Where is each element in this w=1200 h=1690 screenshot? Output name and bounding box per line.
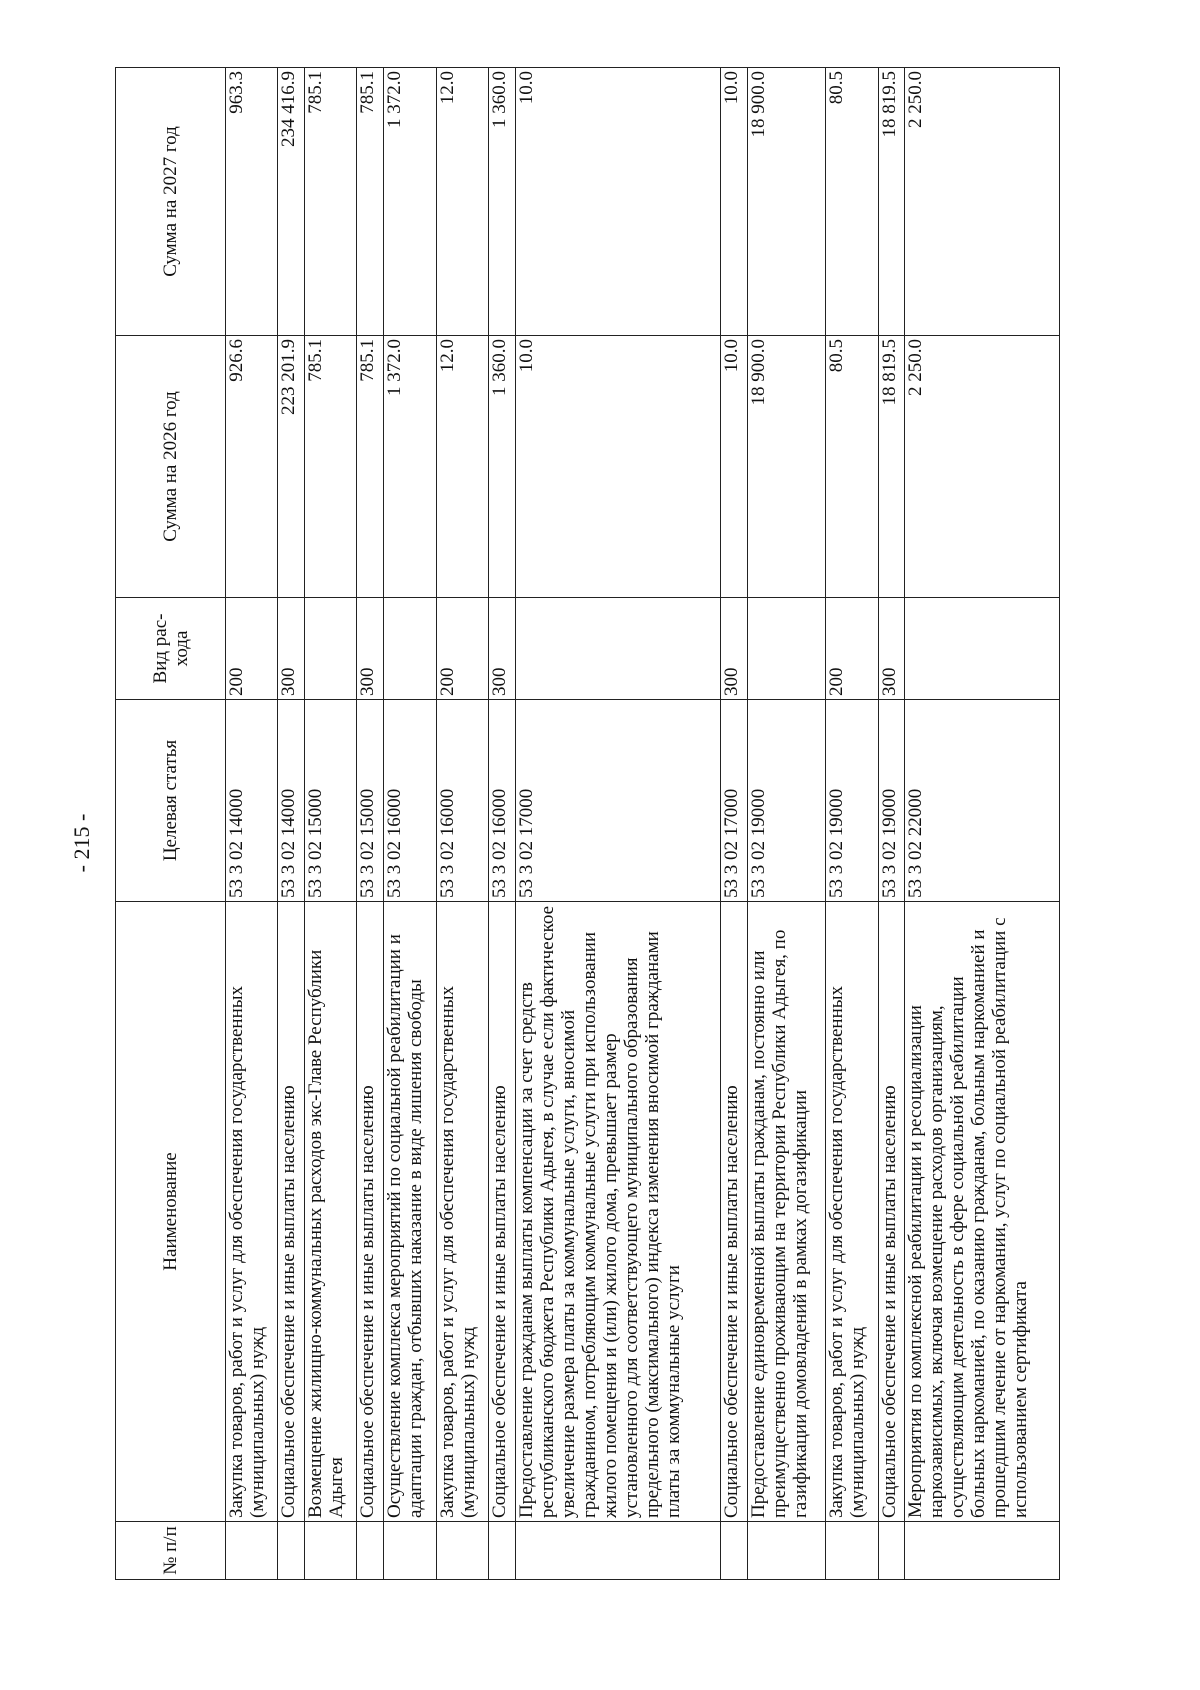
row-sum-2026: 223 201.9 bbox=[278, 336, 305, 598]
row-sum-2027: 1 372.0 bbox=[384, 68, 436, 336]
row-sum-2026: 926.6 bbox=[226, 336, 278, 598]
row-sum-2026: 1 360.0 bbox=[488, 336, 515, 598]
row-name: Социальное обеспечение и иные выплаты населению bbox=[721, 902, 748, 1522]
header-target: Целевая статья bbox=[116, 700, 226, 902]
row-name: Возмещение жилищно-коммунальных расходов экс-Главе Республики Адыгея bbox=[305, 902, 357, 1522]
row-target: 53 3 02 19000 bbox=[826, 700, 878, 902]
table-row bbox=[878, 68, 905, 1580]
table-row bbox=[226, 68, 278, 1580]
table-header-row bbox=[116, 68, 226, 1580]
row-name: Осуществление комплекса мероприятий по социальной реабилитации и адаптации граждан, отбывших наказание в виде лишения свободы bbox=[384, 902, 436, 1522]
table-row bbox=[515, 68, 721, 1580]
table-row bbox=[748, 68, 826, 1580]
row-target: 53 3 02 16000 bbox=[488, 700, 515, 902]
row-sum-2026: 10.0 bbox=[721, 336, 748, 598]
row-target: 53 3 02 19000 bbox=[878, 700, 905, 902]
row-num bbox=[748, 1522, 826, 1580]
row-num bbox=[384, 1522, 436, 1580]
row-sum-2027: 80.5 bbox=[826, 68, 878, 336]
table-row bbox=[826, 68, 878, 1580]
row-sum-2027: 18 900.0 bbox=[748, 68, 826, 336]
row-num bbox=[436, 1522, 488, 1580]
row-vid: 300 bbox=[488, 598, 515, 700]
row-sum-2026: 2 250.0 bbox=[905, 336, 1060, 598]
table-row bbox=[384, 68, 436, 1580]
row-num bbox=[488, 1522, 515, 1580]
row-target: 53 3 02 17000 bbox=[721, 700, 748, 902]
rotated-table-container bbox=[115, 68, 1060, 1580]
table-row bbox=[357, 68, 384, 1580]
row-name: Социальное обеспечение и иные выплаты населению bbox=[357, 902, 384, 1522]
row-target: 53 3 02 19000 bbox=[748, 700, 826, 902]
row-target: 53 3 02 15000 bbox=[357, 700, 384, 902]
budget-table bbox=[115, 67, 1060, 1580]
row-name: Предоставление единовременной выплаты гражданам, постоянно или преимущественно проживающим на территории Республики Адыгея, по газификации домовладений в рамках догазификации bbox=[748, 902, 826, 1522]
row-name: Предоставление гражданам выплаты компенсации за счет средств республиканского бюджета Республики Адыгея, в случае если фактическое увеличение размера платы за коммунальные услуги, вносимой гражданином, потребляющим коммунальные услуги при использовании жилого помещения и (или) жилого дома, превышает размер установленного для соответствующего муниципального образования предельного (максимального) индекса изменения вносимой гражданами платы за коммунальные услуги bbox=[515, 902, 721, 1522]
row-target: 53 3 02 17000 bbox=[515, 700, 721, 902]
row-name: Мероприятия по комплексной реабилитации и ресоциализации наркозависимых, включая возмещение расходов организациям, осуществляющим деятельность в сфере социальной реабилитации больных наркоманией, по оказанию гражданам, больным наркоманией и прошедшим лечение от наркомании, услуг по социальной реабилитации с использованием сертификата bbox=[905, 902, 1060, 1522]
row-sum-2027: 963.3 bbox=[226, 68, 278, 336]
row-name: Социальное обеспечение и иные выплаты населению bbox=[488, 902, 515, 1522]
row-name: Социальное обеспечение и иные выплаты населению bbox=[278, 902, 305, 1522]
row-num bbox=[905, 1522, 1060, 1580]
header-name: Наименование bbox=[116, 902, 226, 1522]
row-vid: 300 bbox=[278, 598, 305, 700]
row-num bbox=[278, 1522, 305, 1580]
row-num bbox=[721, 1522, 748, 1580]
row-sum-2027: 12.0 bbox=[436, 68, 488, 336]
row-name: Социальное обеспечение и иные выплаты населению bbox=[878, 902, 905, 1522]
row-vid bbox=[748, 598, 826, 700]
row-target: 53 3 02 14000 bbox=[226, 700, 278, 902]
row-num bbox=[226, 1522, 278, 1580]
header-num: № п/п bbox=[116, 1522, 226, 1580]
row-num bbox=[826, 1522, 878, 1580]
row-sum-2026: 18 819.5 bbox=[878, 336, 905, 598]
row-target: 53 3 02 16000 bbox=[384, 700, 436, 902]
row-vid: 300 bbox=[878, 598, 905, 700]
row-vid: 300 bbox=[357, 598, 384, 700]
table-row bbox=[488, 68, 515, 1580]
row-sum-2027: 2 250.0 bbox=[905, 68, 1060, 336]
row-target: 53 3 02 15000 bbox=[305, 700, 357, 902]
row-sum-2027: 10.0 bbox=[515, 68, 721, 336]
row-name: Закупка товаров, работ и услуг для обеспечения государственных (муниципальных) нужд bbox=[436, 902, 488, 1522]
row-vid bbox=[905, 598, 1060, 700]
row-vid: 200 bbox=[826, 598, 878, 700]
table-row bbox=[905, 68, 1060, 1580]
row-vid: 200 bbox=[436, 598, 488, 700]
row-sum-2027: 18 819.5 bbox=[878, 68, 905, 336]
row-num bbox=[305, 1522, 357, 1580]
table-row bbox=[436, 68, 488, 1580]
page-number: - 215 - bbox=[69, 813, 94, 873]
row-sum-2026: 18 900.0 bbox=[748, 336, 826, 598]
row-vid: 300 bbox=[721, 598, 748, 700]
header-vid: Вид рас-хода bbox=[116, 598, 226, 700]
row-sum-2026: 12.0 bbox=[436, 336, 488, 598]
table-row bbox=[721, 68, 748, 1580]
row-num bbox=[515, 1522, 721, 1580]
row-num bbox=[878, 1522, 905, 1580]
table-row bbox=[278, 68, 305, 1580]
row-target: 53 3 02 16000 bbox=[436, 700, 488, 902]
row-sum-2026: 1 372.0 bbox=[384, 336, 436, 598]
row-target: 53 3 02 14000 bbox=[278, 700, 305, 902]
row-num bbox=[357, 1522, 384, 1580]
row-sum-2027: 785.1 bbox=[357, 68, 384, 336]
row-vid bbox=[515, 598, 721, 700]
header-sum-2026: Сумма на 2026 год bbox=[116, 336, 226, 598]
row-sum-2027: 234 416.9 bbox=[278, 68, 305, 336]
row-name: Закупка товаров, работ и услуг для обеспечения государственных (муниципальных) нужд bbox=[226, 902, 278, 1522]
row-sum-2027: 1 360.0 bbox=[488, 68, 515, 336]
row-sum-2026: 10.0 bbox=[515, 336, 721, 598]
row-sum-2026: 785.1 bbox=[357, 336, 384, 598]
row-vid bbox=[384, 598, 436, 700]
row-name: Закупка товаров, работ и услуг для обеспечения государственных (муниципальных) нужд bbox=[826, 902, 878, 1522]
row-sum-2027: 10.0 bbox=[721, 68, 748, 336]
table-row bbox=[305, 68, 357, 1580]
row-sum-2027: 785.1 bbox=[305, 68, 357, 336]
header-sum-2027: Сумма на 2027 год bbox=[116, 68, 226, 336]
row-target: 53 3 02 22000 bbox=[905, 700, 1060, 902]
row-vid: 200 bbox=[226, 598, 278, 700]
row-sum-2026: 80.5 bbox=[826, 336, 878, 598]
row-sum-2026: 785.1 bbox=[305, 336, 357, 598]
row-vid bbox=[305, 598, 357, 700]
